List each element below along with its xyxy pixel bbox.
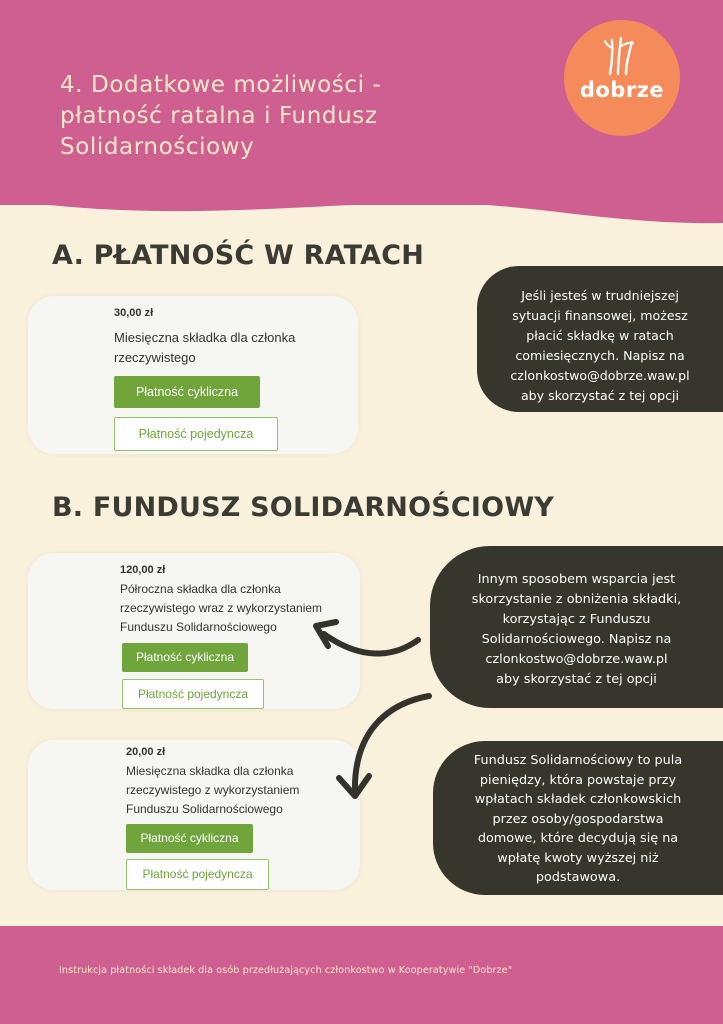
- page-title: 4. Dodatkowe możliwości - płatność ratalna i Fundusz Solidarnościowy: [60, 72, 382, 160]
- payment-card-monthly-fund: [28, 740, 360, 890]
- footer-text: Instrukcja płatności składek dla osób przedłużających członkostwo w Kooperatywie "Dobrze": [59, 965, 513, 976]
- cyclic-payment-button[interactable]: Płatność cykliczna: [126, 824, 253, 853]
- single-payment-button[interactable]: Płatność pojedyncza: [126, 859, 269, 890]
- dobrze-logo: [564, 20, 680, 136]
- card-description: Miesięczna składka dla członka rzeczywistego z wykorzystaniem Funduszu Solidarnościowego: [126, 764, 300, 816]
- arrow-to-semiannual-card-icon: [308, 612, 423, 672]
- arrow-to-monthly-card-icon: [325, 690, 435, 805]
- card-price: 30,00 zł: [114, 307, 154, 319]
- info-bubble-installments: Jeśli jesteś w trudniejszej sytuacji finansowej, możesz płacić składkę w ratach comiesięcznych. Napisz na czlonkostwo@dobrze.waw.pl aby skorzystać z tej opcji: [477, 266, 723, 412]
- section-b-heading: B. FUNDUSZ SOLIDARNOŚCIOWY: [52, 492, 555, 523]
- info-bubble-fund-discount: Innym sposobem wsparcia jest skorzystanie z obniżenia składki, korzystając z Funduszu Solidarnościowego. Napisz na czlonkostwo@dobrze.waw.pl aby skorzystać z tej opcji: [430, 546, 723, 708]
- card-description: Miesięczna składka dla członka rzeczywistego: [114, 330, 296, 365]
- card-price: 20,00 zł: [126, 746, 166, 758]
- header-wave: [0, 185, 723, 245]
- payment-card-monthly-installments: [28, 296, 358, 454]
- info-bubble-fund-explanation: Fundusz Solidarnościowy to pula pieniędzy, która powstaje przy wpłatach składek członkowskich przez osoby/gospodarstwa domowe, które decydują się na wpłatę kwoty wyższej niż podstawowa.: [433, 741, 723, 895]
- logo-text: dobrze: [579, 78, 665, 102]
- card-description: Półroczna składka dla członka rzeczywistego wraz z wykorzystaniem Funduszu Solidarnościowego: [120, 582, 323, 634]
- wheat-icon: [602, 34, 642, 78]
- single-payment-button[interactable]: Płatność pojedyncza: [122, 679, 264, 709]
- cyclic-payment-button[interactable]: Płatność cykliczna: [122, 643, 248, 672]
- cyclic-payment-button[interactable]: Płatność cykliczna: [114, 376, 260, 408]
- section-a-heading: A. PŁATNOŚĆ W RATACH: [52, 240, 425, 271]
- card-price: 120,00 zł: [120, 564, 166, 576]
- single-payment-button[interactable]: Płatność pojedyncza: [114, 417, 278, 451]
